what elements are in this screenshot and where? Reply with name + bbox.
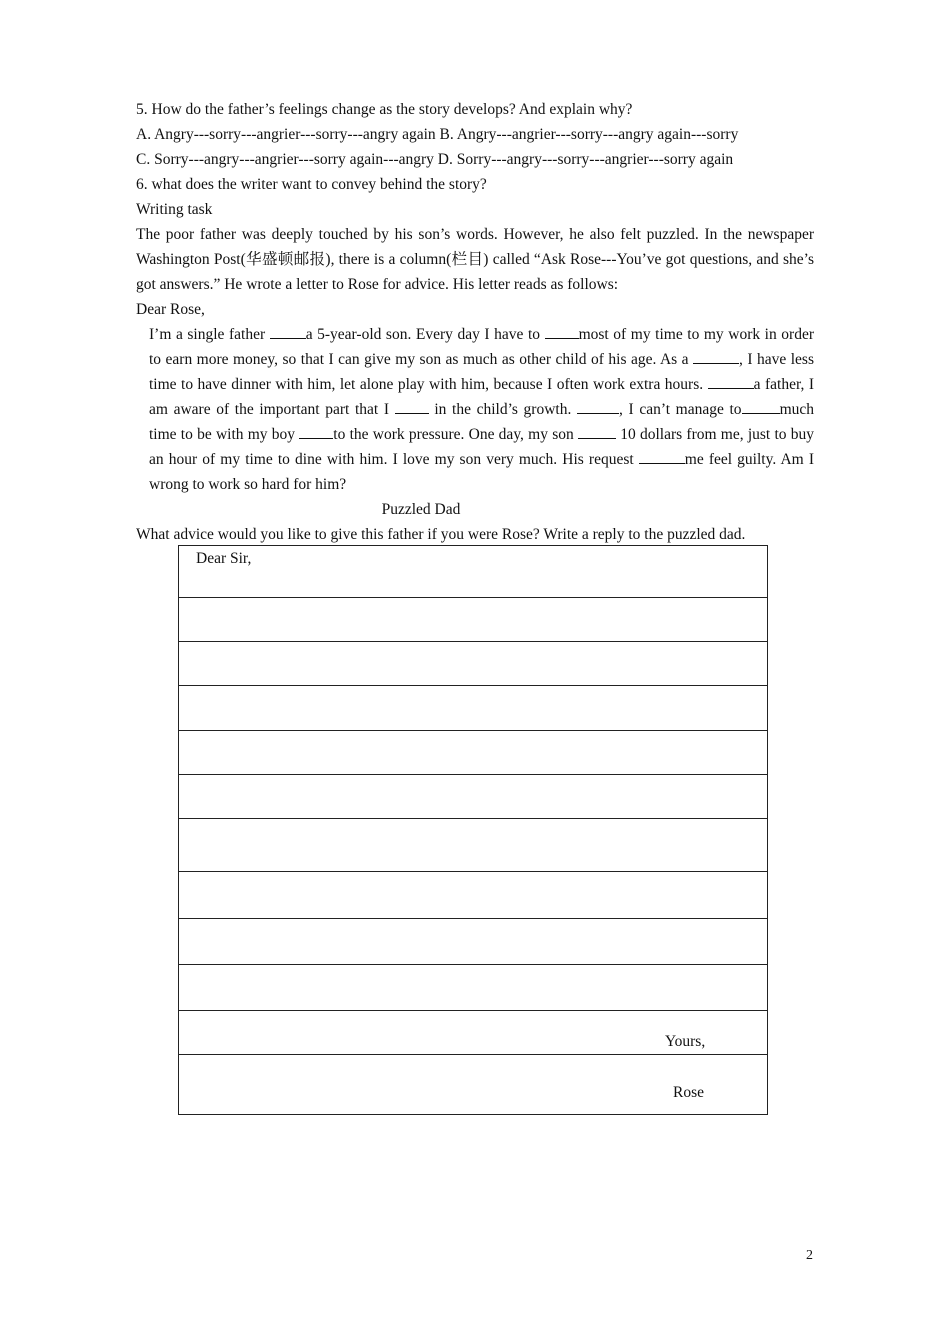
answer-line[interactable] <box>179 918 767 965</box>
answer-line[interactable] <box>179 774 767 819</box>
fill-blank-4[interactable] <box>708 374 754 389</box>
letter-text: much time to be with my boy <box>149 401 814 443</box>
letter-text: 10 dollars from me, just to buy an hour of my time to dine with him. I love my son very much. His request <box>149 426 815 468</box>
writing-task-heading: Writing task <box>136 201 213 218</box>
fill-blank-6[interactable] <box>577 399 619 414</box>
page-number: 2 <box>806 1248 813 1263</box>
fill-blank-5[interactable] <box>395 399 429 414</box>
question-5-options-ab: A. Angry---sorry---angrier---sorry---angry again B. Angry---angrier---sorry---angry again---sorry <box>136 126 739 143</box>
letter-signature: Puzzled Dad <box>381 501 461 518</box>
reply-greeting: Dear Sir, <box>196 550 252 567</box>
letter-text: a father, I am aware of the important part that I <box>149 376 814 418</box>
fill-blank-1[interactable] <box>270 324 306 339</box>
letter-body <box>136 322 814 497</box>
fill-blank-7[interactable] <box>742 399 780 414</box>
fill-blank-2[interactable] <box>545 324 579 339</box>
fill-blank-9[interactable] <box>578 424 616 439</box>
question-5-options-cd: C. Sorry---angry---angrier---sorry again---angry D. Sorry---angry---sorry---angrier---sorry again <box>136 151 734 168</box>
answer-line[interactable] <box>179 871 767 919</box>
answer-line[interactable] <box>179 730 767 775</box>
reply-closing: Yours, <box>665 1033 706 1050</box>
letter-greeting: Dear Rose, <box>136 301 205 318</box>
fill-blank-3[interactable] <box>693 349 739 364</box>
answer-line[interactable] <box>179 597 767 642</box>
answer-line[interactable] <box>179 964 767 1011</box>
letter-text: , I can’t manage to <box>619 401 742 418</box>
answer-line[interactable] <box>179 818 767 872</box>
letter-text: me feel guilty. Am I wrong to work so hard for him? <box>149 451 814 493</box>
reply-signature: Rose <box>673 1084 704 1101</box>
answer-line[interactable] <box>179 641 767 686</box>
writing-task-intro: The poor father was deeply touched by his son’s words. However, he also felt puzzled. In the newspaper Washington Post(华盛顿邮报), there is a column(栏目) called “Ask Rose---You’ve got questions, and she’s got answers.” He wrote a letter to Rose for advice. His letter reads as follows: <box>136 226 814 293</box>
answer-line[interactable] <box>179 685 767 730</box>
fill-blank-8[interactable] <box>299 424 333 439</box>
letter-text: most of my time to my work in order to earn more money, so that I can give my son as much as other child of his age. As a <box>149 326 814 368</box>
question-5: 5. How do the father’s feelings change as the story develops? And explain why? <box>136 101 633 118</box>
letter-text: a 5-year-old son. Every day I have to <box>305 326 545 343</box>
letter-text: in the child’s growth. <box>428 401 577 418</box>
writing-prompt: What advice would you like to give this father if you were Rose? Write a reply to the puzzled dad. <box>136 526 746 543</box>
letter-text: , I have less time to have dinner with him, let alone play with him, because I often work extra hours. <box>149 351 814 393</box>
letter-text: to the work pressure. One day, my son <box>333 426 578 443</box>
reply-answer-sheet <box>178 545 768 1115</box>
letter-text: I’m a single father <box>149 326 270 343</box>
page-content <box>136 97 814 547</box>
fill-blank-10[interactable] <box>639 449 685 464</box>
question-6: 6. what does the writer want to convey behind the story? <box>136 176 487 193</box>
